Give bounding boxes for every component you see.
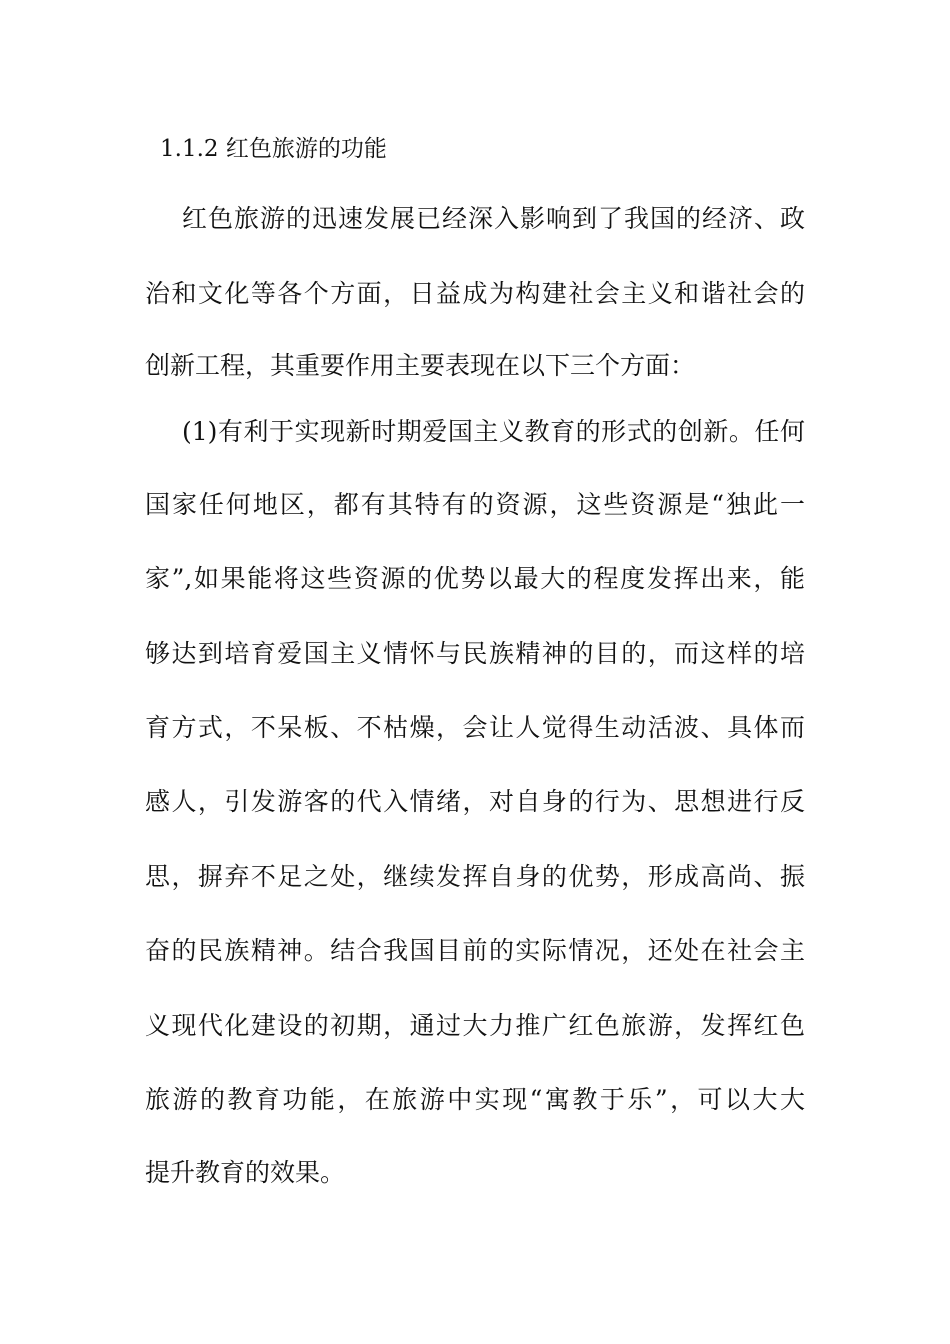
paragraph-line: 思，摒弃不足之处，继续发挥自身的优势，形成高尚、振 [145,862,805,891]
paragraph-line: 旅游的教育功能，在旅游中实现“寓教于乐”，可以大大 [145,1085,805,1114]
paragraph-line: 国家任何地区，都有其特有的资源，这些资源是“独此一 [145,490,805,519]
paragraph-line: 够达到培育爱国主义情怀与民族精神的目的，而这样的培 [145,639,805,668]
paragraph-line: (1)有利于实现新时期爱国主义教育的形式的创新。任何 [182,417,805,446]
paragraph-line: 提升教育的效果。 [145,1158,346,1187]
paragraph-line: 治和文化等各个方面，日益成为构建社会主义和谐社会的 [145,279,805,308]
paragraph-line: 家”,如果能将这些资源的优势以最大的程度发挥出来，能 [145,564,805,593]
paragraph-line: 创新工程，其重要作用主要表现在以下三个方面： [145,351,696,380]
paragraph-line: 义现代化建设的初期，通过大力推广红色旅游，发挥红色 [145,1011,805,1040]
paragraph-line: 奋的民族精神。结合我国目前的实际情况，还处在社会主 [145,936,805,965]
section-heading: 1.1.2 红色旅游的功能 [160,136,387,162]
paragraph-line: 感人，引发游客的代入情绪，对自身的行为、思想进行反 [145,787,805,816]
paragraph-line: 红色旅游的迅速发展已经深入影响到了我国的经济、政 [182,204,805,233]
paragraph-line: 育方式，不呆板、不枯燥，会让人觉得生动活波、具体而 [145,713,805,742]
